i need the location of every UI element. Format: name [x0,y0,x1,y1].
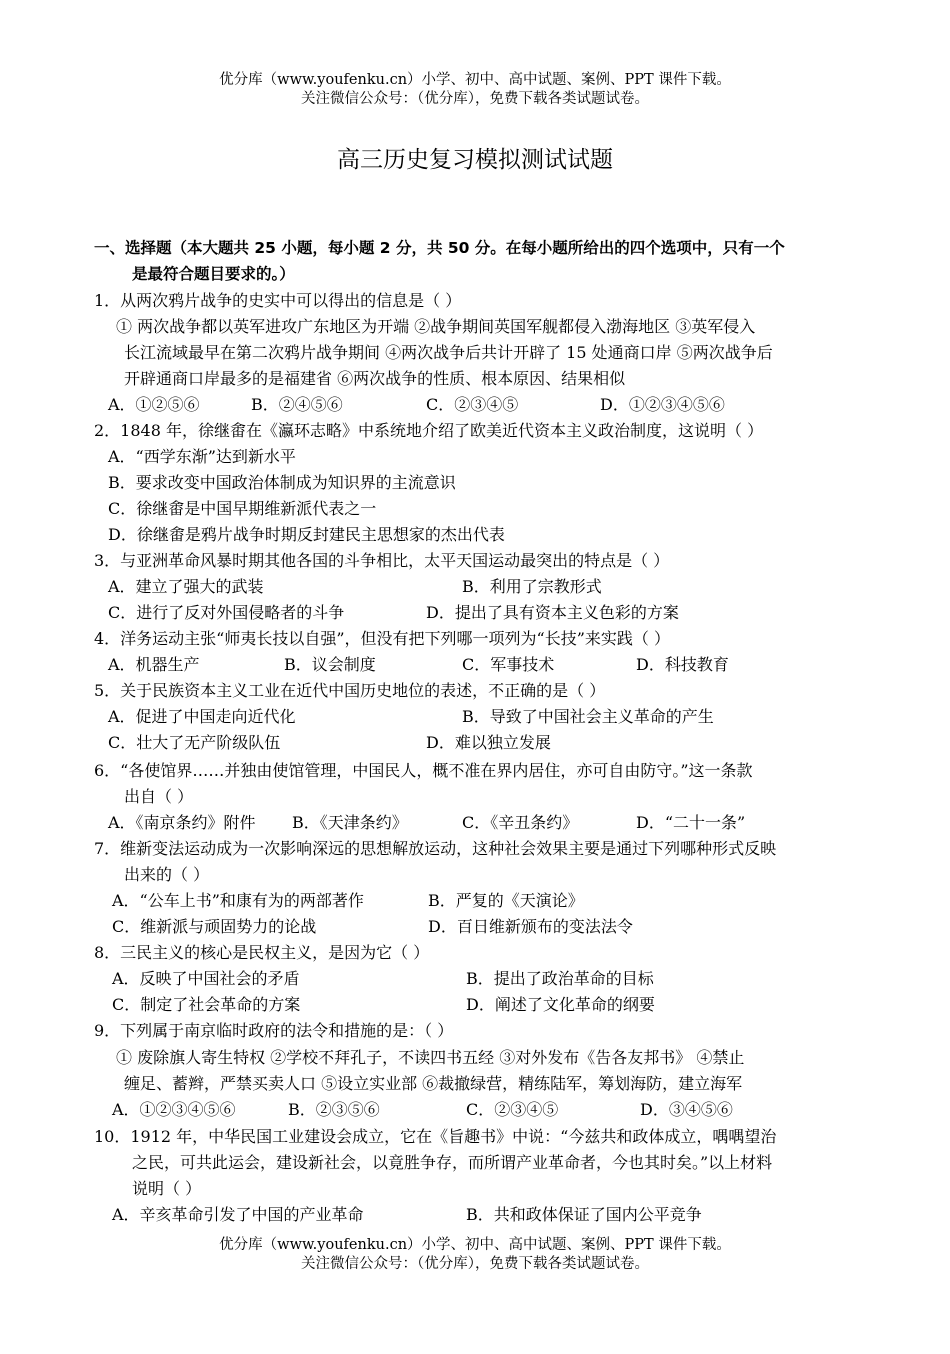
q4-option-c: C．军事技术 [462,655,555,674]
question-10-cont: 说明（ ） [132,1179,202,1198]
question-10: 10．1912 年，中华民国工业建设会成立，它在《旨趣书》中说：“今兹共和政体成立，喁喁望治 [94,1127,777,1146]
footer-line-1: 优分库（www.youfenku.cn）小学、初中、高中试题、案例、PPT 课件下载。 [219,1237,731,1253]
q2-option-b: B．要求改变中国政治体制成为知识界的主流意识 [108,473,456,492]
question-6-cont: 出自（ ） [124,787,194,806]
q1-item-line: 开辟通商口岸最多的是福建省 ⑥两次战争的性质、根本原因、结果相似 [124,369,626,388]
q1-item-line: ① 两次战争都以英军进攻广东地区为开端 ②战争期间英国军舰都侵入渤海地区 ③英军侵入 [116,317,756,336]
question-1: 1．从两次鸦片战争的史实中可以得出的信息是（ ） [94,291,462,310]
question-4: 4．洋务运动主张“师夷长技以自强”，但没有把下列哪一项列为“长技”来实践（ ） [94,629,670,648]
section-heading: 一、选择题（本大题共 25 小题，每小题 2 分，共 50 分。在每小题所给出的四个选项中，只有一个 [94,239,785,257]
q7-option-c: C．维新派与顽固势力的论战 [112,917,317,936]
q1-option-c: C．②③④⑤ [426,395,519,414]
q1-option-b: B．②④⑤⑥ [251,395,343,414]
q9-item-line: ① 废除旗人寄生特权 ②学校不拜孔子，不读四书五经 ③对外发布《告各友邦书》 ④禁止 [116,1048,745,1067]
question-7-cont: 出来的（ ） [124,865,210,884]
q6-option-b: B．《天津条约》 [292,813,408,832]
q7-option-a: A．“公车上书”和康有为的两部著作 [112,891,364,910]
q8-option-b: B．提出了政治革命的目标 [466,969,654,988]
q3-option-b: B．利用了宗教形式 [462,577,602,596]
question-7: 7．维新变法运动成为一次影响深远的思想解放运动，这种社会效果主要是通过下列哪种形式反映 [94,839,777,858]
q3-option-a: A．建立了强大的武装 [108,577,264,596]
question-6: 6．“各使馆界……并独由使馆管理，中国民人，概不准在界内居住，亦可自由防守。”这一条款 [94,761,753,780]
header-line-2: 关注微信公众号：（优分库），免费下载各类试题试卷。 [301,91,649,107]
page-title: 高三历史复习模拟测试试题 [337,147,613,173]
q2-option-c: C．徐继畬是中国早期维新派代表之一 [108,499,377,518]
question-2: 2．1848 年，徐继畬在《瀛环志略》中系统地介绍了欧美近代资本主义政治制度，这说明（ ） [94,421,764,440]
q7-option-d: D．百日维新颁布的变法法令 [428,917,633,936]
q5-option-c: C．壮大了无产阶级队伍 [108,733,281,752]
q9-option-b: B．②③⑤⑥ [288,1100,380,1119]
q6-option-a: A．《南京条约》附件 [108,813,256,832]
q10-option-b: B．共和政体保证了国内公平竞争 [466,1205,702,1224]
q9-option-d: D．③④⑤⑥ [640,1100,733,1119]
header-line-1: 优分库（www.youfenku.cn）小学、初中、高中试题、案例、PPT 课件下载。 [219,72,731,88]
q4-option-d: D．科技教育 [636,655,729,674]
q3-option-c: C．进行了反对外国侵略者的斗争 [108,603,345,622]
question-8: 8．三民主义的核心是民权主义，是因为它（ ） [94,943,430,962]
question-10-cont: 之民，可共此运会，建设新社会，以竟胜争存，而所谓产业革命者，今也其时矣。”以上材料 [132,1153,773,1172]
q8-option-a: A．反映了中国社会的矛盾 [112,969,300,988]
q3-option-d: D．提出了具有资本主义色彩的方案 [426,603,679,622]
q9-item-line: 缠足、蓄辫，严禁买卖人口 ⑤设立实业部 ⑥裁撤绿营，精练陆军，筹划海防，建立海军 [124,1074,743,1093]
question-3: 3．与亚洲革命风暴时期其他各国的斗争相比，太平天国运动最突出的特点是（ ） [94,551,670,570]
footer-line-2: 关注微信公众号：（优分库），免费下载各类试题试卷。 [301,1256,649,1272]
q8-option-c: C．制定了社会革命的方案 [112,995,301,1014]
q10-option-a: A．辛亥革命引发了中国的产业革命 [112,1205,364,1224]
q8-option-d: D．阐述了文化革命的纲要 [466,995,655,1014]
q5-option-a: A．促进了中国走向近代化 [108,707,296,726]
q4-option-a: A．机器生产 [108,655,200,674]
q6-option-d: D．“二十一条” [636,813,746,832]
q4-option-b: B．议会制度 [284,655,376,674]
q5-option-d: D．难以独立发展 [426,733,551,752]
q5-option-b: B．导致了中国社会主义革命的产生 [462,707,714,726]
q9-option-a: A．①②③④⑤⑥ [112,1100,236,1119]
q1-item-line: 长江流域最早在第二次鸦片战争期间 ④两次战争后共计开辟了 15 处通商口岸 ⑤两次战争后 [124,343,773,362]
q7-option-b: B．严复的《天演论》 [428,891,584,910]
section-heading-cont: 是最符合题目要求的。） [132,265,295,283]
q2-option-a: A．“西学东渐”达到新水平 [108,447,296,466]
question-5: 5．关于民族资本主义工业在近代中国历史地位的表述，不正确的是（ ） [94,681,606,700]
q6-option-c: C．《辛丑条约》 [462,813,579,832]
q9-option-c: C．②③④⑤ [466,1100,559,1119]
q2-option-d: D．徐继畬是鸦片战争时期反封建民主思想家的杰出代表 [108,525,505,544]
q1-option-a: A．①②⑤⑥ [108,395,200,414]
q1-option-d: D．①②③④⑤⑥ [600,395,725,414]
question-9: 9．下列属于南京临时政府的法令和措施的是：（ ） [94,1021,454,1040]
